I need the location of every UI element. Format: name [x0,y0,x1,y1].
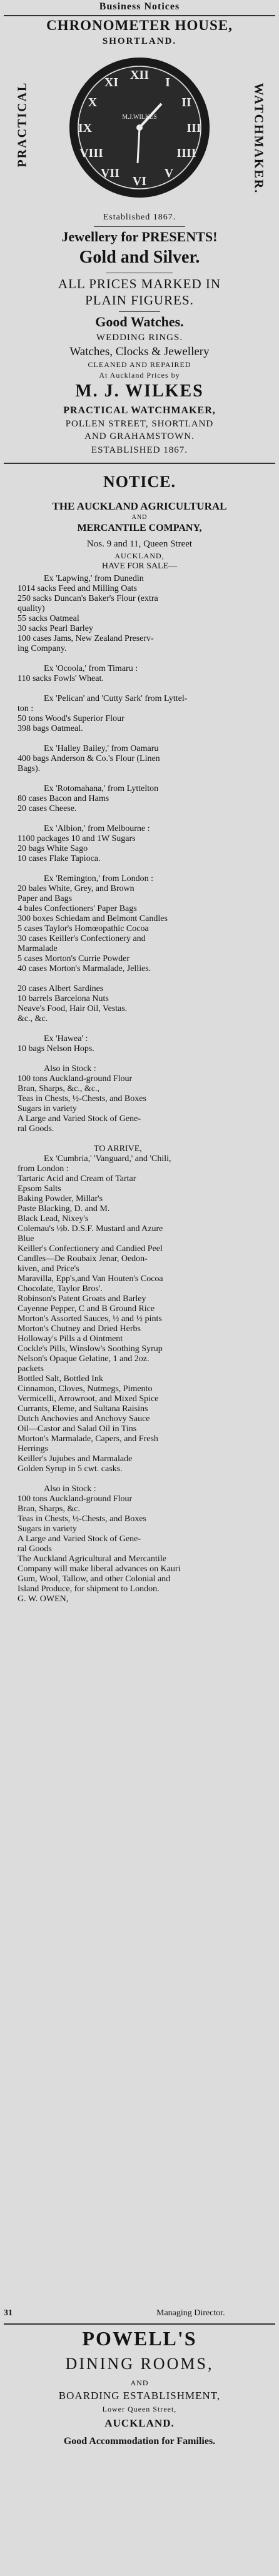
notice-line: 20 bags White Sago [18,844,88,853]
notice-line: Neave's Food, Hair Oil, Vestas. [18,1004,128,1014]
ref-number: 31 [4,2308,13,2318]
notice-line: Vermicelli, Arrowroot, and Mixed Spice [18,1394,159,1404]
svg-text:II: II [181,96,191,109]
notice-line: Morton's Marmalade, Capers, and Fresh [18,1434,158,1444]
ad-line8: CLEANED AND REPAIRED [88,360,191,369]
notice-line: Golden Syrup in 5 cwt. casks. [18,1464,123,1474]
notice-title: NOTICE. [103,473,176,491]
ad-location: SHORTLAND. [102,36,177,46]
ad-line4: PLAIN FIGURES. [85,293,194,308]
notice-line: 10 cases Flake Tapioca. [18,854,101,863]
notice-line: &c., &c. [18,1014,48,1024]
notice-line: Chocolate, Taylor Bros'. [18,1284,103,1294]
clock-face-icon [0,54,279,210]
notice-line: Maravilla, Epp's,and Van Houten's Cocoa [18,1274,163,1284]
notice-line: Gum, Wool, Tallow, and other Colonial and [18,1574,171,1584]
ad-line10: M. J. WILKES [75,381,204,401]
short-divider [94,226,185,227]
notice-line: Oil—Castor and Salad Oil in Tins [18,1424,137,1434]
notice-line: 400 bags Anderson & Co.'s Flour (Linen [18,754,160,763]
notice-line: Ex 'Albion,' from Melbourne : [44,824,150,833]
notice-line: ing Company. [18,644,67,653]
svg-text:III: III [186,121,201,135]
notice-line-list [0,574,279,1604]
svg-text:VII: VII [100,166,120,180]
notice-line: 398 bags Oatmeal. [18,724,83,733]
notice-line: Morton's Assorted Sauces, ½ and ½ pints [18,1314,162,1324]
notice-line: 100 tons Auckland-ground Flour [18,1074,133,1084]
notice-line: Colemau's ½b. D.S.F. Mustard and Azure [18,1224,163,1234]
notice-line [0,1024,279,1034]
notice-line [0,1134,279,1144]
notice-line: 80 cases Bacon and Hams [18,794,109,803]
notice-line: 100 tons Auckland-ground Flour [18,1494,133,1504]
svg-text:IX: IX [78,121,93,135]
ad-line11: PRACTICAL WATCHMAKER, [63,405,216,416]
notice-line: Cockle's Pills, Winslow's Soothing Syrup [18,1344,163,1354]
notice-line: 50 tons Wood's Superior Flour [18,714,124,723]
company-and: AND [131,514,148,521]
notice-line: Bran, Sharps, &c. [18,1504,80,1514]
notice-line: Candles—De Roubaix Jenar, Oedon- [18,1254,148,1264]
notice-line: 1014 sacks Feed and Milling Oats [18,584,137,593]
notice-line: Black Lead, Nixey's [18,1214,89,1224]
svg-text:I: I [165,76,170,89]
notice-line: Ex 'Halley Bailey,' from Oamaru [44,744,159,753]
notice-line: packets [18,1364,44,1374]
powell-title: POWELL'S [82,2327,197,2350]
notice-line: Tartaric Acid and Cream of Tartar [18,1174,136,1184]
notice-line: Baking Powder, Millar's [18,1194,103,1204]
notice-line [0,774,279,784]
notice-line: 110 sacks Fowls' Wheat. [18,674,104,683]
notice-line: 20 cases Albert Sardines [18,984,104,994]
notice-line [0,974,279,984]
powell-line6: Good Accommodation for Families. [63,2436,216,2447]
notice-line: 30 sacks Pearl Barley [18,624,93,633]
notice-line: ral Goods [18,1544,52,1554]
powell-line1: DINING ROOMS, [65,2355,214,2373]
ad-line5: Good Watches. [95,314,184,330]
notice-line: Teas in Chests, ½-Chests, and Boxes [18,1514,146,1524]
watchmaker-label: WATCHMAKER. [251,83,266,194]
svg-text:VIII: VIII [79,146,103,160]
notice-line: Bottled Salt, Bottled Ink [18,1374,103,1384]
notice-line: 20 cases Cheese. [18,804,77,813]
notice-line: Ex 'Pelican' and 'Cutty Sark' from Lyttel- [44,694,188,703]
notice-line: The Auckland Agricultural and Mercantile [18,1554,166,1564]
notice-line [0,864,279,874]
notice-line: 5 cases Morton's Currie Powder [18,954,130,963]
notice-line: Ex 'Ocoola,' from Timaru : [44,664,138,673]
notice-line: A Large and Varied Stock of Gene- [18,1534,141,1544]
ad-title: CHRONOMETER HOUSE, [46,18,233,33]
divider [4,15,275,16]
powell-line3: BOARDING ESTABLISHMENT, [58,2390,221,2402]
notice-line: Bran, Sharps, &c., &c., [18,1084,100,1094]
ad-line6: WEDDING RINGS. [96,333,183,343]
ad-line1: Jewellery for PRESENTS! [61,229,218,244]
powell-line2: AND [130,2378,149,2387]
section-header: Business Notices [99,1,180,12]
company-name-2: MERCANTILE COMPANY, [77,523,202,533]
notice-line [0,814,279,824]
notice-line: Holloway's Pills a d Ointment [18,1334,123,1344]
powell-line5: AUCKLAND. [104,2417,175,2429]
notice-line: Also in Stock : [44,1484,96,1494]
company-address: Nos. 9 and 11, Queen Street [86,539,193,549]
notice-line: 10 bags Nelson Hops. [18,1044,94,1054]
practical-label: PRACTICAL [15,81,29,168]
svg-text:IIII: IIII [176,146,196,160]
ad-line9: At Auckland Prices by [99,371,180,380]
clock-illustration [0,54,279,210]
svg-text:XI: XI [104,76,119,89]
notice-line: TO ARRIVE, [94,1144,142,1154]
notice-line: 55 sacks Oatmeal [18,614,79,623]
notice-line: Paste Blacking, D. and M. [18,1204,110,1214]
notice-line [0,734,279,744]
ad-line14: ESTABLISHED 1867. [91,445,188,455]
notice-line: 40 cases Morton's Marmalade, Jellies. [18,964,151,974]
notice-line: Ex 'Hawea' : [44,1034,88,1044]
ad-line13: AND GRAHAMSTOWN. [84,431,195,441]
notice-line: Robinson's Patent Groats and Barley [18,1294,146,1304]
notice-line: 10 barrels Barcelona Nuts [18,994,109,1004]
notice-line: 1100 packages 10 and 1W Sugars [18,834,136,843]
notice-line [0,684,279,694]
notice-line: Company will make liberal advances on Kauri [18,1564,181,1574]
ad-line7: Watches, Clocks & Jewellery [69,345,210,358]
divider [4,2323,275,2325]
notice-line: Paper and Bags [18,894,73,903]
notice-line: Blue [18,1234,34,1244]
have-for-sale: HAVE FOR SALE— [101,561,178,571]
notice-line: from London : [18,1164,69,1174]
svg-text:XII: XII [129,68,150,82]
ad-line2: Gold and Silver. [79,248,200,267]
notice-line: kiven, and Price's [18,1264,79,1274]
svg-text:X: X [88,96,98,109]
notice-line: Herrings [18,1444,48,1454]
notice-line: 30 cases Keiller's Confectionery and [18,934,146,943]
svg-text:VI: VI [132,174,147,188]
notice-line: Keiller's Jujubes and Marmalade [18,1454,133,1464]
notice-line: 100 cases Jams, New Zealand Preserv- [18,634,154,643]
notice-line: Island Produce, for shipment to London. [18,1584,160,1594]
notice-line: Also in Stock : [44,1064,96,1074]
short-divider [119,311,160,312]
ad-established-small: Established 1867. [103,213,176,222]
company-city: AUCKLAND, [114,551,165,560]
notice-line: Morton's Chutney and Dried Herbs [18,1324,141,1334]
notice-line: Dutch Anchovies and Anchovy Sauce [18,1414,150,1424]
notice-line: quality) [18,604,45,613]
notice-line: Bags). [18,764,41,773]
notice-line: Marmalade [18,944,58,953]
notice-line: ton : [18,704,34,713]
notice-line: Cayenne Pepper, C and B Ground Rice [18,1304,155,1314]
notice-line: Ex 'Lapwing,' from Dunedin [44,574,144,583]
notice-line: 20 bales White, Grey, and Brown [18,884,134,893]
notice-line: Epsom Salts [18,1184,61,1194]
ad-line3: ALL PRICES MARKED IN [58,276,221,291]
notice-line: Teas in Chests, ½-Chests, and Boxes [18,1094,146,1104]
notice-line: 4 bales Confectioners' Paper Bags [18,904,137,913]
notice-line: ral Goods. [18,1124,54,1134]
svg-text:V: V [164,166,174,180]
notice-line: Cinnamon, Cloves, Nutmegs, Pimento [18,1384,153,1394]
notice-line: Ex 'Remington,' from London : [44,874,153,883]
notice-line: G. W. OWEN, [18,1594,69,1604]
signature-title: Managing Director. [156,2308,225,2318]
notice-line: Currants, Eleme, and Sultana Raisins [18,1404,148,1414]
notice-line [0,654,279,664]
notice-line: 250 sacks Duncan's Baker's Flour (extra [18,594,158,603]
powell-line4: Lower Queen Street, [102,2405,177,2413]
ad-line12: POLLEN STREET, SHORTLAND [65,419,214,429]
notice-line: Keiller's Confectionery and Candied Peel [18,1244,163,1254]
notice-line: Nelson's Opaque Gelatine, 1 and 2oz. [18,1354,150,1364]
company-name-1: THE AUCKLAND AGRICULTURAL [52,500,227,512]
notice-line: A Large and Varied Stock of Gene- [18,1114,141,1124]
notice-line: 300 boxes Schiedam and Belmont Candles [18,914,168,923]
notice-line [0,1474,279,1484]
notice-line: Sugars in variety [18,1524,77,1534]
notice-line: Ex 'Rotomahana,' from Lyttelton [44,784,159,793]
notice-line: 5 cases Taylor's Homœopathic Cocoa [18,924,149,933]
dial-name: M.J.WILKES [122,114,157,121]
divider [4,463,275,464]
notice-line: Ex 'Cumbria,' 'Vanguard,' and 'Chili, [44,1154,171,1164]
notice-line [0,1054,279,1064]
notice-line: Sugars in variety [18,1104,77,1114]
